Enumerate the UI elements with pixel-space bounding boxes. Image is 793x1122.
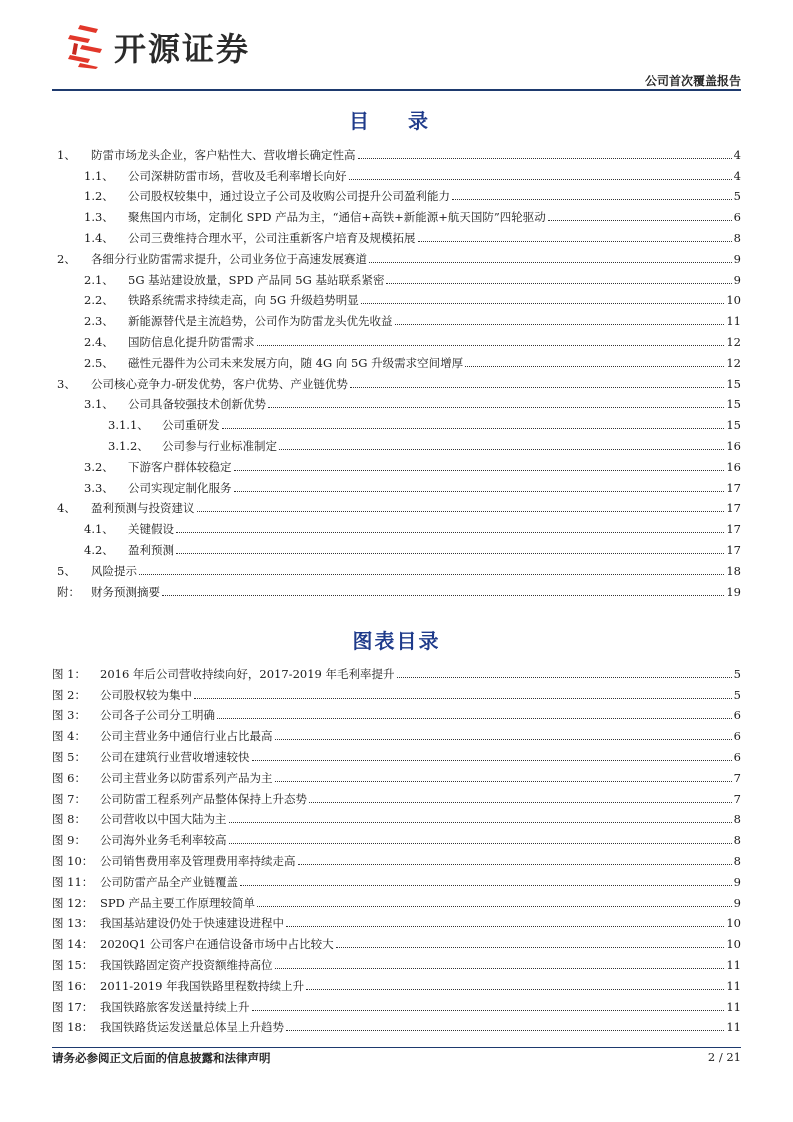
toc-entry-number: 5、 bbox=[57, 563, 76, 578]
toc-entry-text: 公司三费维持合理水平，公司注重新客户培育及规模拓展 bbox=[128, 230, 416, 245]
dot-leader bbox=[275, 780, 732, 782]
toc-entry[interactable] bbox=[52, 411, 741, 432]
figure-entry-number: 图 1： bbox=[52, 666, 86, 681]
figure-entry[interactable] bbox=[52, 785, 741, 806]
dot-leader bbox=[234, 490, 725, 492]
toc-entry-number: 2.4、 bbox=[84, 334, 114, 349]
figure-entry-page: 11 bbox=[726, 978, 741, 993]
figure-entry-number: 图 15： bbox=[52, 957, 94, 972]
dot-leader bbox=[257, 905, 732, 907]
dot-leader bbox=[418, 240, 732, 242]
toc-entry[interactable] bbox=[52, 474, 741, 495]
toc-entry-text: 公司具备较强技术创新优势 bbox=[128, 397, 266, 412]
dot-leader bbox=[369, 261, 732, 263]
figure-entry-number: 图 6： bbox=[52, 770, 86, 785]
toc-entry[interactable] bbox=[52, 203, 741, 224]
toc-entry-page: 15 bbox=[726, 376, 741, 391]
figure-entry[interactable] bbox=[52, 702, 741, 723]
dot-leader bbox=[234, 469, 725, 471]
page-indicator: 2 / 21 bbox=[707, 1050, 741, 1064]
toc-entry-text: 各细分行业防雷需求提升，公司业务位于高速发展赛道 bbox=[91, 251, 367, 266]
toc-list bbox=[52, 141, 741, 599]
toc-entry-text: 聚焦国内市场，定制化 SPD 产品为主，“通信+高铁+新能源+航天国防”四轮驱动 bbox=[128, 210, 546, 225]
toc-entry-text: 公司核心竞争力-研发优势，客户优势、产业链优势 bbox=[91, 376, 348, 391]
figure-entry-page: 8 bbox=[733, 833, 741, 848]
figure-entry-page: 11 bbox=[726, 957, 741, 972]
dot-leader bbox=[386, 282, 731, 284]
figure-entry[interactable] bbox=[52, 764, 741, 785]
dot-leader bbox=[197, 510, 725, 512]
toc-entry-page: 8 bbox=[733, 230, 741, 245]
figure-entry-number: 图 5： bbox=[52, 749, 86, 764]
dot-leader bbox=[139, 573, 724, 575]
toc-entry-number: 2.1、 bbox=[84, 272, 114, 287]
toc-entry-number: 4、 bbox=[57, 501, 76, 516]
figure-entry-number: 图 2： bbox=[52, 687, 86, 702]
toc-entry-number: 2.2、 bbox=[84, 293, 114, 308]
dot-leader bbox=[275, 738, 732, 740]
figure-entry-page: 5 bbox=[733, 687, 741, 702]
toc-entry-page: 10 bbox=[726, 293, 741, 308]
figure-entry-page: 11 bbox=[726, 1020, 741, 1035]
dot-leader bbox=[397, 676, 732, 678]
dot-leader bbox=[361, 302, 725, 304]
figure-entry[interactable] bbox=[52, 743, 741, 764]
figure-entry[interactable] bbox=[52, 951, 741, 972]
figure-entry-page: 6 bbox=[733, 729, 741, 744]
figure-entry-number: 图 14： bbox=[52, 937, 94, 952]
toc-entry[interactable] bbox=[52, 224, 741, 245]
toc-entry-page: 11 bbox=[726, 314, 741, 329]
toc-entry-page: 4 bbox=[733, 168, 741, 183]
figure-entry-text: 公司主营业务中通信行业占比最高 bbox=[100, 729, 273, 744]
kaiyuan-logo-icon bbox=[68, 25, 104, 69]
figure-entry[interactable] bbox=[52, 660, 741, 681]
figure-entry-number: 图 17： bbox=[52, 999, 94, 1014]
figure-entry-number: 图 16： bbox=[52, 978, 94, 993]
figure-entry-page: 10 bbox=[726, 916, 741, 931]
figure-entry-page: 9 bbox=[733, 895, 741, 910]
toc-entry-page: 19 bbox=[726, 584, 741, 599]
figure-entry-text: 公司营收以中国大陆为主 bbox=[100, 812, 227, 827]
figure-entry-text: 公司在建筑行业营收增速较快 bbox=[100, 749, 250, 764]
toc-entry-number: 1.2、 bbox=[84, 189, 114, 204]
toc-entry[interactable] bbox=[52, 328, 741, 349]
dot-leader bbox=[240, 884, 732, 886]
toc-entry-text: 公司重研发 bbox=[162, 418, 220, 433]
toc-entry-number: 附： bbox=[57, 584, 80, 599]
figure-entry[interactable] bbox=[52, 847, 741, 868]
toc-entry-number: 3.1.1、 bbox=[108, 418, 149, 433]
toc-entry-page: 16 bbox=[726, 459, 741, 474]
figure-entry-text: 公司防雷产品全产业链覆盖 bbox=[100, 874, 238, 889]
figure-entry-text: 公司防雷工程系列产品整体保持上升态势 bbox=[100, 791, 307, 806]
toc-entry-page: 15 bbox=[726, 418, 741, 433]
dot-leader bbox=[548, 219, 732, 221]
toc-entry[interactable] bbox=[52, 515, 741, 536]
toc-entry-page: 15 bbox=[726, 397, 741, 412]
dot-leader bbox=[358, 157, 732, 159]
dot-leader bbox=[176, 552, 724, 554]
toc-entry-number: 1.3、 bbox=[84, 210, 114, 225]
toc-entry-text: 铁路系统需求持续走高，向 5G 升级趋势明显 bbox=[128, 293, 359, 308]
dot-leader bbox=[268, 406, 724, 408]
toc-entry[interactable] bbox=[52, 266, 741, 287]
dot-leader bbox=[336, 946, 725, 948]
toc-entry-page: 6 bbox=[733, 210, 741, 225]
report-type-label: 公司首次覆盖报告 bbox=[644, 74, 741, 88]
toc-entry-number: 3.3、 bbox=[84, 480, 114, 495]
dot-leader bbox=[257, 344, 725, 346]
toc-entry-text: 公司实现定制化服务 bbox=[128, 480, 232, 495]
figure-entry-number: 图 12： bbox=[52, 895, 94, 910]
toc-entry-page: 17 bbox=[726, 522, 741, 537]
figure-entry[interactable] bbox=[52, 889, 741, 910]
toc-entry-number: 2.3、 bbox=[84, 314, 114, 329]
logo-text: 开源证券 bbox=[114, 30, 251, 68]
toc-entry-number: 1、 bbox=[57, 147, 76, 162]
toc-entry-number: 1.4、 bbox=[84, 230, 114, 245]
dot-leader bbox=[229, 842, 732, 844]
dot-leader bbox=[309, 801, 732, 803]
figure-entry-text: 我国铁路货运发送量总体呈上升趋势 bbox=[100, 1020, 284, 1035]
figure-entry-text: 我国铁路旅客发送量持续上升 bbox=[100, 999, 250, 1014]
figure-entry-text: 公司主营业务以防雷系列产品为主 bbox=[100, 770, 273, 785]
toc-title: 目 录 bbox=[349, 109, 444, 133]
dot-leader bbox=[465, 365, 724, 367]
figure-entry-text: 公司股权较为集中 bbox=[100, 687, 192, 702]
dot-leader bbox=[350, 386, 724, 388]
dot-leader bbox=[252, 759, 732, 761]
figure-entry[interactable] bbox=[52, 972, 741, 993]
figure-entry-number: 图 9： bbox=[52, 833, 86, 848]
dot-leader bbox=[286, 1029, 724, 1031]
toc-entry-number: 2、 bbox=[57, 251, 76, 266]
figure-entry-page: 11 bbox=[726, 999, 741, 1014]
toc-entry-page: 5 bbox=[733, 189, 741, 204]
dot-leader bbox=[162, 594, 724, 596]
figure-entry-page: 8 bbox=[733, 853, 741, 868]
toc-entry-text: 5G 基站建设放量，SPD 产品同 5G 基站联系紧密 bbox=[128, 272, 385, 287]
figure-entry-number: 图 4： bbox=[52, 729, 86, 744]
toc-entry-number: 4.1、 bbox=[84, 522, 114, 537]
figure-entry-text: 公司销售费用率及管理费用率持续走高 bbox=[100, 853, 296, 868]
toc-entry-number: 3.1、 bbox=[84, 397, 114, 412]
figure-entry-page: 7 bbox=[733, 791, 741, 806]
toc-entry-text: 盈利预测与投资建议 bbox=[91, 501, 195, 516]
dot-leader bbox=[349, 178, 732, 180]
dot-leader bbox=[452, 198, 732, 200]
toc-entry-page: 17 bbox=[726, 542, 741, 557]
toc-entry-page: 9 bbox=[733, 251, 741, 266]
figures-list bbox=[52, 660, 741, 1034]
toc-entry[interactable] bbox=[52, 432, 741, 453]
toc-entry-page: 16 bbox=[726, 438, 741, 453]
dot-leader bbox=[286, 925, 724, 927]
figure-entry-number: 图 7： bbox=[52, 791, 86, 806]
figure-entry-text: 2016 年后公司营收持续向好，2017-2019 年毛利率提升 bbox=[100, 666, 395, 681]
toc-entry-text: 磁性元器件为公司未来发展方向，随 4G 向 5G 升级需求空间增厚 bbox=[128, 355, 464, 370]
footer-disclaimer: 请务必参阅正文后面的信息披露和法律声明 bbox=[52, 1051, 271, 1065]
figure-entry-page: 9 bbox=[733, 874, 741, 889]
toc-entry-text: 公司参与行业标准制定 bbox=[162, 438, 277, 453]
toc-entry-text: 风险提示 bbox=[91, 563, 137, 578]
header-divider bbox=[52, 89, 741, 91]
dot-leader bbox=[217, 717, 732, 719]
dot-leader bbox=[176, 531, 724, 533]
toc-entry[interactable] bbox=[52, 141, 741, 162]
toc-entry-page: 4 bbox=[733, 147, 741, 162]
dot-leader bbox=[252, 1009, 725, 1011]
figure-entry[interactable] bbox=[52, 910, 741, 931]
toc-entry-text: 防雷市场龙头企业，客户粘性大、营收增长确定性高 bbox=[91, 147, 356, 162]
figure-entry-text: 我国铁路固定资产投资额维持高位 bbox=[100, 957, 273, 972]
dot-leader bbox=[229, 821, 732, 823]
figure-entry-page: 8 bbox=[733, 812, 741, 827]
company-logo bbox=[68, 24, 250, 70]
figure-entry-number: 图 10： bbox=[52, 853, 94, 868]
figure-entry[interactable] bbox=[52, 681, 741, 702]
toc-entry-number: 2.5、 bbox=[84, 355, 114, 370]
toc-entry[interactable] bbox=[52, 287, 741, 308]
toc-entry-number: 4.2、 bbox=[84, 542, 114, 557]
figure-entry[interactable] bbox=[52, 930, 741, 951]
toc-entry-page: 9 bbox=[733, 272, 741, 287]
toc-entry-page: 17 bbox=[726, 501, 741, 516]
figure-entry-page: 7 bbox=[733, 770, 741, 785]
dot-leader bbox=[306, 988, 724, 990]
figure-entry-text: SPD 产品主要工作原理较简单 bbox=[100, 895, 255, 910]
figure-entry-page: 6 bbox=[733, 708, 741, 723]
toc-entry[interactable] bbox=[52, 162, 741, 183]
figure-entry-text: 公司各子公司分工明确 bbox=[100, 708, 215, 723]
figure-entry-text: 我国基站建设仍处于快速建设进程中 bbox=[100, 916, 284, 931]
figure-entry-text: 2011-2019 年我国铁路里程数持续上升 bbox=[100, 978, 305, 993]
toc-entry[interactable] bbox=[52, 536, 741, 557]
footer-divider bbox=[52, 1047, 741, 1048]
toc-entry-text: 公司股权较集中，通过设立子公司及收购公司提升公司盈利能力 bbox=[128, 189, 450, 204]
figure-entry-number: 图 8： bbox=[52, 812, 86, 827]
dot-leader bbox=[279, 448, 724, 450]
figure-entry[interactable] bbox=[52, 806, 741, 827]
toc-entry-number: 1.1、 bbox=[84, 168, 114, 183]
toc-entry-page: 12 bbox=[726, 334, 741, 349]
toc-entry[interactable] bbox=[52, 391, 741, 412]
figure-entry-page: 6 bbox=[733, 749, 741, 764]
toc-entry[interactable] bbox=[52, 453, 741, 474]
figure-entry-page: 10 bbox=[726, 937, 741, 952]
figure-entry-text: 2020Q1 公司客户在通信设备市场中占比较大 bbox=[100, 937, 334, 952]
toc-entry-text: 盈利预测 bbox=[128, 542, 174, 557]
toc-entry-text: 公司深耕防雷市场，营收及毛利率增长向好 bbox=[128, 168, 347, 183]
figure-entry[interactable] bbox=[52, 993, 741, 1014]
figure-entry[interactable] bbox=[52, 826, 741, 847]
toc-entry-page: 17 bbox=[726, 480, 741, 495]
toc-entry-text: 关键假设 bbox=[128, 522, 174, 537]
toc-entry-number: 3.1.2、 bbox=[108, 438, 149, 453]
dot-leader bbox=[275, 967, 725, 969]
toc-entry-page: 12 bbox=[726, 355, 741, 370]
toc-entry-text: 财务预测摘要 bbox=[91, 584, 160, 599]
figure-entry[interactable] bbox=[52, 722, 741, 743]
toc-entry[interactable] bbox=[52, 495, 741, 516]
figure-entry-page: 5 bbox=[733, 666, 741, 681]
toc-entry-number: 3.2、 bbox=[84, 459, 114, 474]
toc-entry-text: 新能源替代是主流趋势，公司作为防雷龙头优先收益 bbox=[128, 314, 393, 329]
toc-entry-text: 国防信息化提升防雷需求 bbox=[128, 334, 255, 349]
figure-entry[interactable] bbox=[52, 868, 741, 889]
figure-entry-text: 公司海外业务毛利率较高 bbox=[100, 833, 227, 848]
dot-leader bbox=[194, 697, 732, 699]
toc-entry[interactable] bbox=[52, 557, 741, 578]
toc-entry-text: 下游客户群体较稳定 bbox=[128, 459, 232, 474]
figure-entry-number: 图 18： bbox=[52, 1020, 94, 1035]
toc-entry-number: 3、 bbox=[57, 376, 76, 391]
dot-leader bbox=[298, 863, 732, 865]
figure-entry-number: 图 13： bbox=[52, 916, 94, 931]
toc-entry[interactable] bbox=[52, 245, 741, 266]
toc-entry-page: 18 bbox=[726, 563, 741, 578]
figure-entry[interactable] bbox=[52, 1014, 741, 1035]
figure-entry-number: 图 11： bbox=[52, 874, 94, 889]
toc-entry[interactable] bbox=[52, 578, 741, 599]
toc-entry[interactable] bbox=[52, 183, 741, 204]
toc-entry[interactable] bbox=[52, 349, 741, 370]
dot-leader bbox=[395, 323, 725, 325]
toc-entry[interactable] bbox=[52, 307, 741, 328]
figure-entry-number: 图 3： bbox=[52, 708, 86, 723]
dot-leader bbox=[222, 427, 725, 429]
toc-entry[interactable] bbox=[52, 370, 741, 391]
figures-title: 图表目录 bbox=[352, 629, 441, 653]
